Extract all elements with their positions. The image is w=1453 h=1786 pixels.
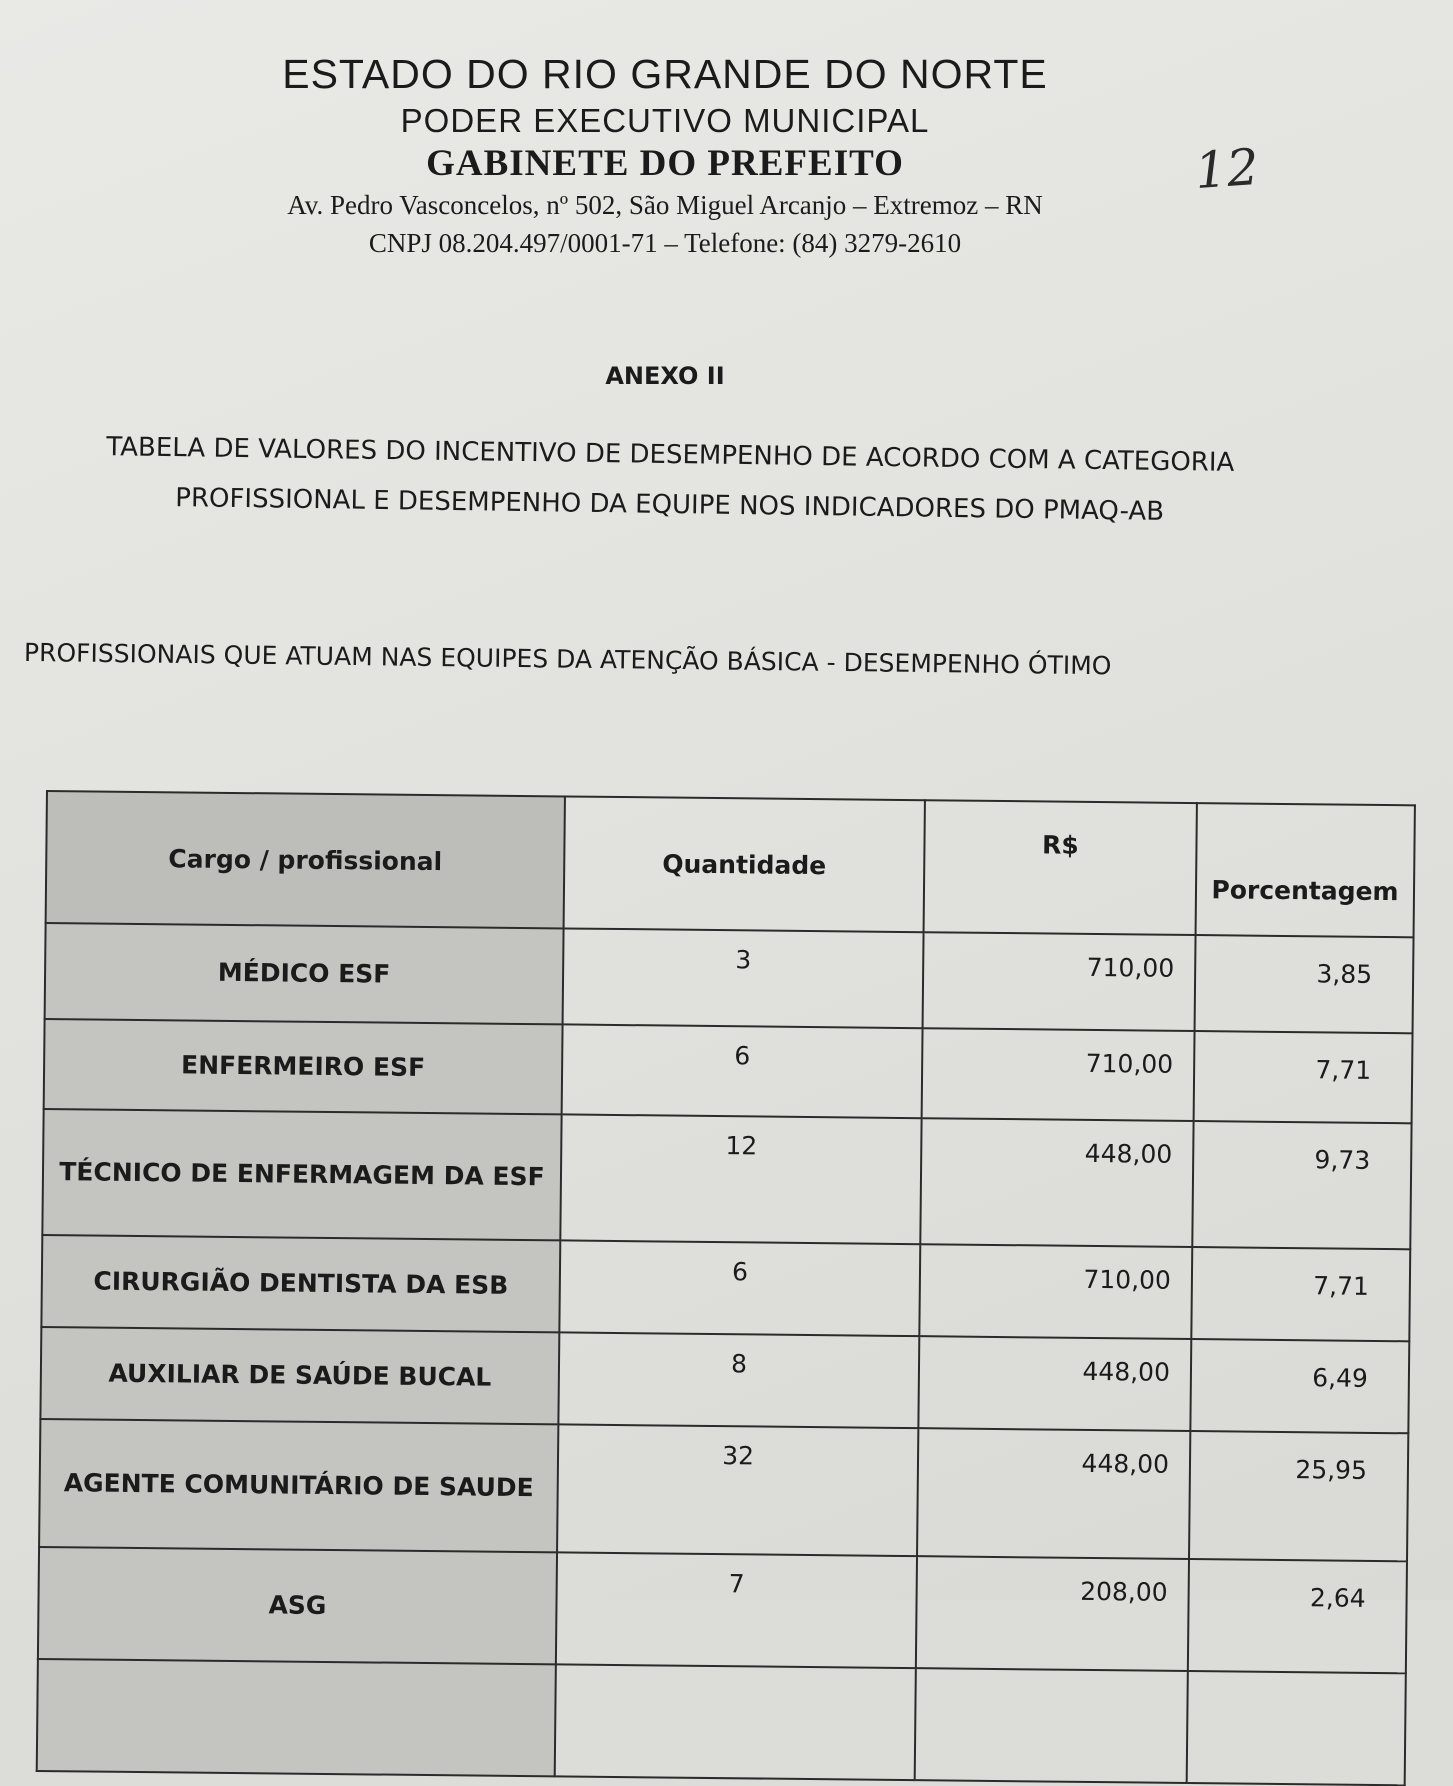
- cell-percentage: 3,85: [1195, 935, 1414, 1033]
- cell-percentage: 25,95: [1189, 1431, 1408, 1561]
- cell-percentage: 2,64: [1188, 1559, 1407, 1673]
- cabinet-heading: GABINETE DO PREFEITO: [426, 143, 904, 184]
- letterhead: [0, 48, 1330, 262]
- values-table-wrapper: [36, 790, 1426, 1786]
- cell-quantity: [555, 1664, 916, 1780]
- header-role: Cargo / profissional: [46, 791, 565, 928]
- values-table: [36, 790, 1416, 1786]
- cell-quantity: 8: [558, 1332, 919, 1428]
- table-row: [44, 1019, 1413, 1123]
- cell-role: CIRURGIÃO DENTISTA DA ESB: [41, 1235, 560, 1332]
- executive-power-heading: PODER EXECUTIVO MUNICIPAL: [400, 102, 930, 139]
- table-row: [38, 1547, 1407, 1673]
- table-title: [19, 421, 1320, 539]
- table-row: [41, 1235, 1410, 1341]
- annex-title: ANEXO II: [605, 362, 725, 390]
- table-row: [39, 1419, 1408, 1561]
- cell-role: AGENTE COMUNITÁRIO DE SAUDE: [39, 1419, 558, 1552]
- header-value: R$: [924, 800, 1197, 935]
- cell-role: MÉDICO ESF: [45, 923, 564, 1024]
- table-row: [42, 1109, 1411, 1249]
- cell-role: ENFERMEIRO ESF: [44, 1019, 563, 1114]
- handwritten-page-number: 12: [1193, 137, 1261, 201]
- cell-role: ASG: [38, 1547, 557, 1664]
- cell-quantity: 3: [563, 928, 924, 1028]
- cell-quantity: 12: [560, 1114, 921, 1244]
- cell-quantity: 6: [559, 1240, 920, 1336]
- header-quantity: Quantidade: [564, 796, 925, 932]
- cell-role: AUXILIAR DE SAÚDE BUCAL: [40, 1327, 559, 1424]
- cell-value: [915, 1668, 1188, 1783]
- table-row: [45, 923, 1414, 1033]
- cell-percentage: 9,73: [1192, 1121, 1411, 1249]
- cell-quantity: 6: [562, 1024, 923, 1118]
- cell-value: 710,00: [923, 932, 1196, 1031]
- address-line: Av. Pedro Vasconcelos, nº 502, São Miguel Arcanjo – Extremoz – RN: [287, 190, 1043, 220]
- table-row-empty: [37, 1659, 1406, 1785]
- cell-value: 448,00: [917, 1428, 1190, 1559]
- section-title: PROFISSIONAIS QUE ATUAM NAS EQUIPES DA ATENÇÃO BÁSICA - DESEMPENHO ÓTIMO: [23, 638, 1112, 681]
- cell-percentage: [1187, 1671, 1406, 1785]
- cell-percentage: 6,49: [1190, 1339, 1409, 1433]
- cell-quantity: 7: [556, 1552, 917, 1668]
- cell-percentage: 7,71: [1194, 1031, 1413, 1123]
- state-heading: ESTADO DO RIO GRANDE DO NORTE: [282, 51, 1048, 97]
- cell-value: 448,00: [920, 1118, 1193, 1247]
- table-row: [40, 1327, 1409, 1433]
- cell-value: 208,00: [916, 1556, 1189, 1671]
- table-title-line-1: TABELA DE VALORES DO INCENTIVO DE DESEMPENHO DE ACORDO COM A CATEGORIA: [106, 432, 1235, 478]
- cell-quantity: 32: [557, 1424, 918, 1556]
- cnpj-phone-line: CNPJ 08.204.497/0001-71 – Telefone: (84) 3279-2610: [368, 228, 962, 258]
- cell-value: 710,00: [919, 1244, 1192, 1339]
- table-header-row: [46, 791, 1415, 937]
- cell-value: 448,00: [918, 1336, 1191, 1431]
- table-title-line-2: PROFISSIONAL E DESEMPENHO DA EQUIPE NOS INDICADORES DO PMAQ-AB: [175, 483, 1165, 527]
- cell-role: TÉCNICO DE ENFERMAGEM DA ESF: [42, 1109, 561, 1240]
- cell-role: [37, 1659, 556, 1776]
- cell-value: 710,00: [922, 1028, 1195, 1121]
- cell-percentage: 7,71: [1191, 1247, 1410, 1341]
- header-percentage: Porcentagem: [1196, 803, 1415, 937]
